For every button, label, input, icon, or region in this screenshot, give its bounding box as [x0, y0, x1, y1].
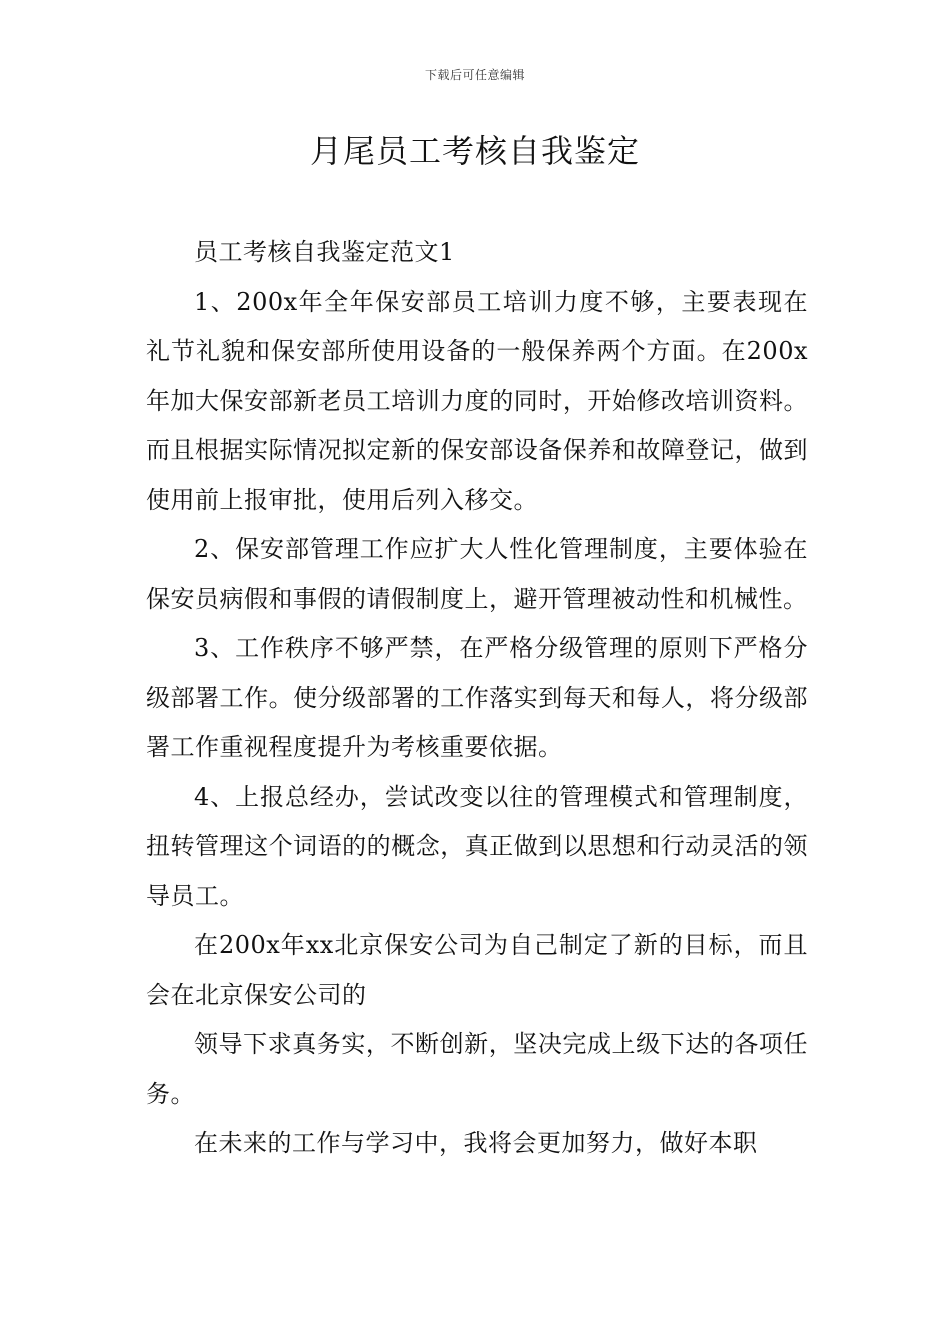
header-note: 下载后可任意编辑	[424, 68, 525, 82]
paragraph-item-2: 2、保安部管理工作应扩大人性化管理制度，主要体验在保安员病假和事假的请假制度上，避开管理被动性和机械性。	[146, 535, 808, 613]
paragraph-item-3: 3、工作秩序不够严禁，在严格分级管理的原则下严格分级部署工作。使分级部署的工作落实到每天和每人，将分级部署工作重视程度提升为考核重要依据。	[146, 634, 808, 761]
paragraph-future: 在未来的工作与学习中，我将会更加努力，做好本职	[194, 1129, 758, 1157]
paragraph-item-4: 4、上报总经办，尝试改变以往的管理模式和管理制度，扭转管理这个词语的的概念，真正做到以思想和行动灵活的领导员工。	[146, 782, 808, 910]
paragraph-subtitle: 员工考核自我鉴定范文1	[194, 238, 455, 266]
paragraph-goal: 在200x年xx北京保安公司为自己制定了新的目标，而且会在北京保安公司的	[146, 931, 808, 1009]
document-title: 月尾员工考核自我鉴定	[309, 132, 640, 170]
paragraph-leadership: 领导下求真务实，不断创新，坚决完成上级下达的各项任务。	[146, 1030, 808, 1108]
document-body	[146, 228, 808, 1169]
paragraph-item-1: 1、200x年全年保安部员工培训力度不够，主要表现在礼节礼貌和保安部所使用设备的一般保养两个方面。在200x年加大保安部新老员工培训力度的同时，开始修改培训资料。而且根据实际情况拟定新的保安部设备保养和故障登记，做到使用前上报审批，使用后列入移交。	[146, 287, 808, 514]
